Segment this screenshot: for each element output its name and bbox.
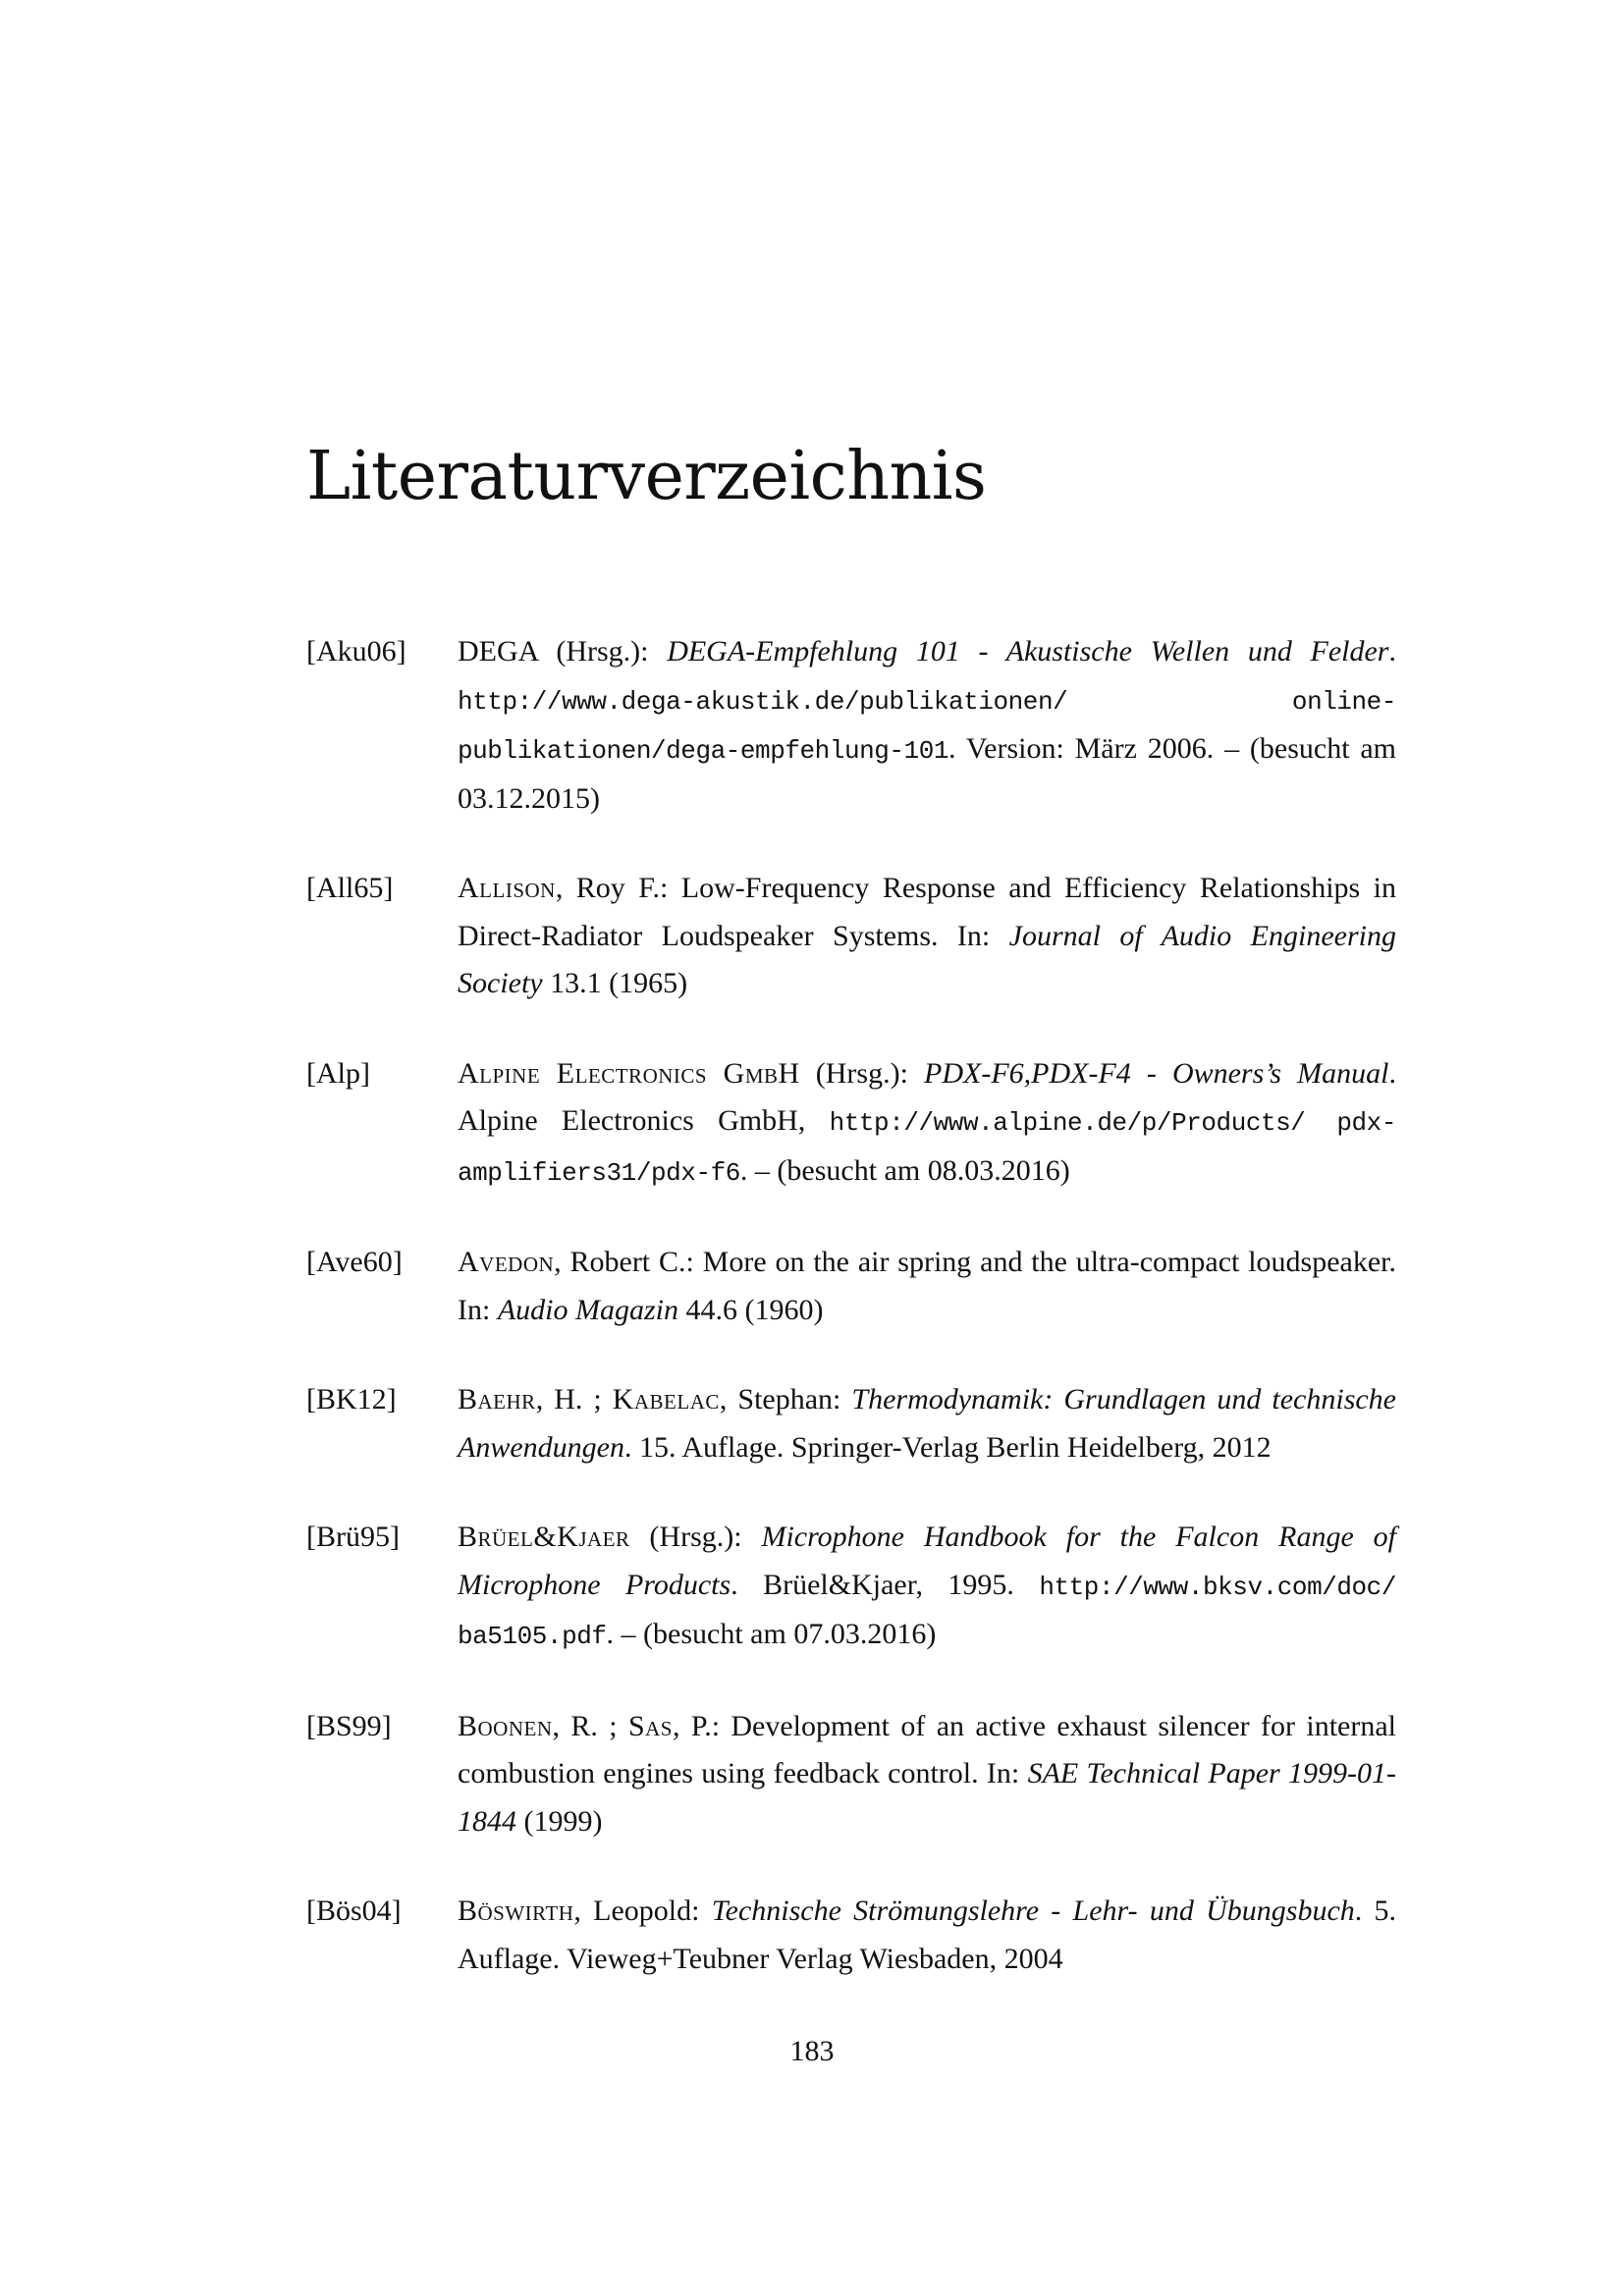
reference-title: Technische Strömungslehre - Lehr- und Übungsbuch (711, 1895, 1355, 1927)
reference-title: Development of an active exhaust silencer for internal combustion engines using feedback control. In: (458, 1709, 1396, 1789)
reference-title: Low-Frequency Response and Efficiency Relationships in Direct-Radiator Loudspeaker Systems. In: (458, 872, 1396, 952)
page-number: 183 (789, 2035, 835, 2067)
reference-url[interactable]: http://www.bksv.com/doc/ ba5105.pdf (458, 1572, 1396, 1651)
reference-journal: SAE Technical Paper 1999-01-1844 (458, 1757, 1397, 1838)
reference-details: . 15. Auflage. Springer-Verlag Berlin Heidelberg, 2012 (623, 1430, 1272, 1464)
reference-author: Alpine Electronics GmbH (458, 1056, 800, 1090)
citation-key: [BK12] (306, 1383, 397, 1415)
reference-author-second: Sas (627, 1709, 673, 1742)
reference-journal: Journal of Audio Engineering Society (458, 919, 1396, 999)
bibliography-entry-aku06 (306, 628, 1396, 823)
reference-text (458, 1888, 1396, 1983)
chapter-title: Literaturverzeichnis (306, 438, 987, 515)
reference-author-first: Baehr (458, 1383, 536, 1415)
editor-note: (Hrsg.): (629, 1521, 762, 1553)
citation-key: [Brü95] (306, 1521, 400, 1553)
reference-details: 44.6 (1960) (678, 1293, 824, 1326)
reference-details: . – (besucht am 08.03.2016) (739, 1153, 1070, 1187)
reference-text (458, 1376, 1396, 1471)
citation-key: [All65] (306, 872, 394, 904)
reference-details: . – (besucht am 07.03.2016) (606, 1618, 937, 1650)
citation-key: [Aku06] (306, 635, 406, 667)
reference-author-first-rest: , H. ; (535, 1383, 613, 1415)
reference-author-rest: , Leopold: (573, 1895, 712, 1927)
citation-key: [BS99] (306, 1709, 392, 1742)
reference-author-second-rest: , Stephan: (719, 1383, 852, 1415)
bibliography-entry-bk12 (306, 1376, 1396, 1471)
bibliography-entry-bs99 (306, 1703, 1396, 1846)
reference-title: Microphone Handbook for the Falcon Range of Microphone Products (458, 1521, 1396, 1601)
reference-text (458, 628, 1396, 823)
reference-title: Thermodynamik: Grundlagen und technische Anwendungen (458, 1383, 1396, 1464)
reference-author: Allison (458, 872, 556, 904)
reference-journal: Audio Magazin (497, 1293, 678, 1326)
reference-title: PDX-F6,PDX-F4 - Owners’s Manual (924, 1056, 1389, 1090)
reference-punctuation: . (1388, 635, 1396, 667)
bibliography-entry-all65 (306, 865, 1396, 1008)
bibliography-entry-bos04 (306, 1888, 1396, 1983)
reference-author-second: Kabelac (612, 1383, 720, 1415)
citation-key: [Ave60] (306, 1246, 403, 1278)
reference-author: Avedon (458, 1246, 555, 1278)
reference-author-second-rest: , P.: (672, 1709, 731, 1742)
reference-text (458, 1703, 1396, 1846)
bibliography-entry-alp (306, 1050, 1396, 1198)
reference-text (458, 1050, 1396, 1198)
reference-author: DEGA (458, 635, 538, 667)
reference-author: Brüel&Kjaer (458, 1521, 630, 1553)
bibliography-entry-ave60 (306, 1239, 1396, 1334)
reference-details: 13.1 (1965) (542, 967, 688, 999)
citation-key: [Alp] (306, 1056, 370, 1090)
bibliography-entry-bru95 (306, 1514, 1396, 1661)
reference-url[interactable]: http://www.alpine.de/p/Products/ pdx-amplifiers31/pdx-f6 (458, 1108, 1396, 1188)
citation-key: [Bös04] (306, 1895, 402, 1927)
reference-author-first: Boonen (458, 1709, 553, 1742)
reference-text (458, 1514, 1396, 1661)
reference-publisher: . Brüel&Kjaer, 1995. (731, 1568, 1040, 1601)
reference-title: DEGA-Empfehlung 101 - Akustische Wellen und Felder (667, 635, 1389, 667)
reference-author-rest: , Robert C.: (554, 1246, 703, 1278)
reference-text (458, 1239, 1396, 1334)
reference-author-first-rest: , R. ; (552, 1709, 628, 1742)
reference-author-rest: , Roy F.: (555, 872, 681, 904)
bibliography-list (306, 628, 1396, 2025)
editor-note: (Hrsg.): (799, 1056, 925, 1090)
reference-url[interactable]: http://www.dega-akustik.de/publikationen/ online-publikationen/dega-empfehlung-101 (458, 686, 1396, 766)
reference-title: More on the air spring and the ultra-compact loudspeaker. In: (458, 1246, 1396, 1326)
editor-note: (Hrsg.): (537, 635, 668, 667)
reference-details: (1999) (516, 1804, 603, 1838)
reference-details: . 5. Auflage. Vieweg+Teubner Verlag Wiesbaden, 2004 (458, 1895, 1397, 1975)
reference-text (458, 865, 1396, 1008)
reference-author: Böswirth (458, 1895, 574, 1927)
reference-details: . Version: März 2006. – (besucht am 03.12.2015) (458, 732, 1396, 815)
reference-publisher: . Alpine Electronics GmbH, (458, 1056, 1396, 1137)
